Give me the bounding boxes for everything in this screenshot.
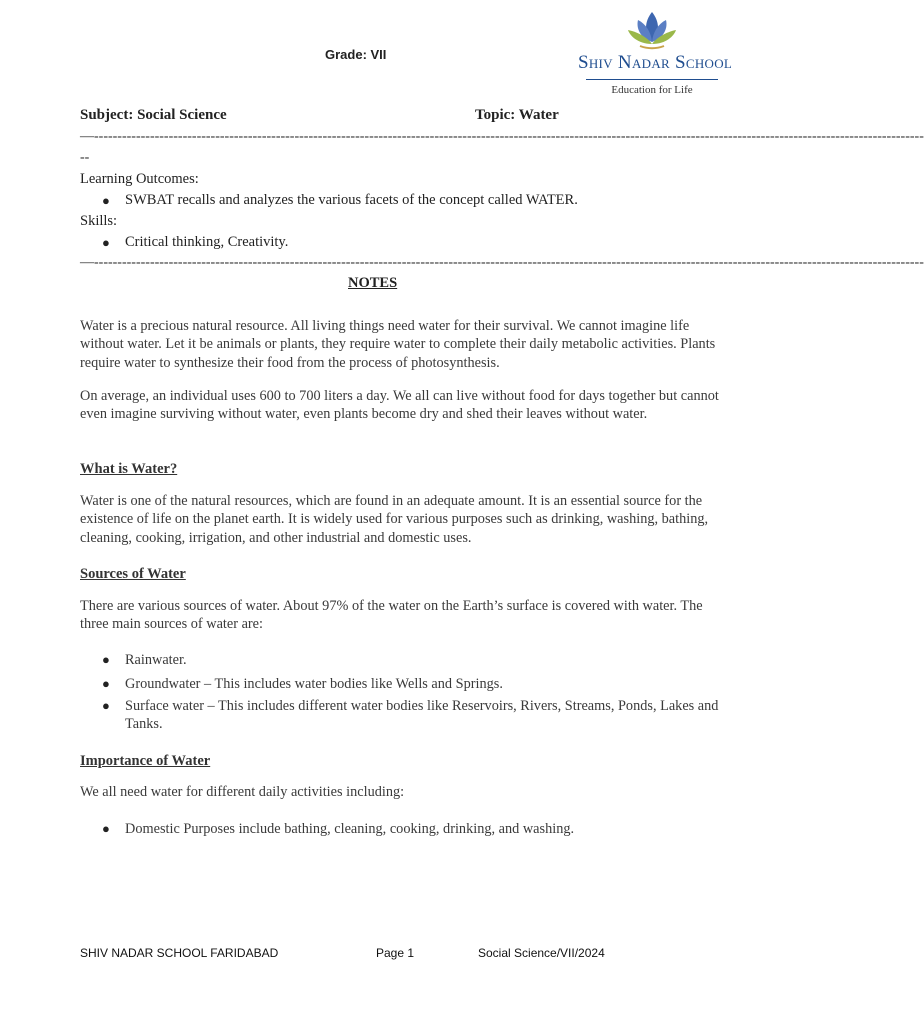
skills-title: Skills: [80, 213, 118, 229]
divider-dashes-wrap: -- [80, 150, 90, 165]
skill-item: Critical thinking, Creativity. [125, 234, 289, 250]
importance-paragraph: We all need water for different daily activities including: [80, 784, 405, 800]
what-is-water-paragraph: Water is one of the natural resources, which are found in an adequate amount. It is an essential source for the existence of life on the planet earth. It is widely used for various purposes such as drinking, washing, bathing, cleaning, cooking, irrigation, and other industrial and domestic uses. [80, 493, 709, 546]
footer-course-code: Social Science/VII/2024 [478, 946, 605, 960]
footer-school: SHIV NADAR SCHOOL FARIDABAD [80, 946, 279, 960]
bullet-icon: ● [102, 193, 110, 208]
section-heading-sources: Sources of Water [80, 566, 186, 582]
outcome-item: SWBAT recalls and analyzes the various facets of the concept called WATER. [125, 192, 578, 208]
bullet-icon: ● [102, 698, 110, 713]
bullet-icon: ● [102, 235, 110, 250]
grade-label: Grade: VII [325, 47, 387, 62]
bullet-icon: ● [102, 821, 110, 836]
topic-label: Topic: Water [475, 107, 559, 123]
lotus-icon [578, 8, 726, 52]
source-item: Surface water – This includes different water bodies like Reservoirs, Rivers, Streams, Ponds, Lakes and Tanks. [125, 698, 719, 733]
logo-tagline: Education for Life [611, 84, 693, 96]
divider-dashes: —---------------------------------------------------------------------------------------------------------------------------------------------------------------------------------- [80, 255, 924, 270]
intro-paragraph: Water is a precious natural resource. All living things need water for their survival. We cannot imagine life without water. Let it be animals or plants, they require water to complete their daily metabolic activities. Plants require water to synthesize their food from the process of photosynthesis. [80, 318, 716, 371]
intro-paragraph: On average, an individual uses 600 to 700 liters a day. We all can live without food for days together but cannot even imagine surviving without water, even plants become dry and shed their leaves without water. [80, 388, 719, 423]
logo-name: Shiv Nadar School [578, 52, 733, 73]
section-heading-importance: Importance of Water [80, 753, 211, 769]
footer-page-number: Page 1 [376, 946, 415, 960]
divider-dashes: —---------------------------------------------------------------------------------------------------------------------------------------------------------------------------------- [80, 129, 924, 144]
sources-paragraph: There are various sources of water. About 97% of the water on the Earth’s surface is covered with water. The three main sources of water are: [80, 598, 703, 633]
school-logo [578, 8, 733, 100]
source-item: Groundwater – This includes water bodies like Wells and Springs. [125, 676, 503, 692]
subject-label: Subject: Social Science [80, 107, 227, 123]
bullet-icon: ● [102, 652, 110, 667]
importance-item: Domestic Purposes include bathing, cleaning, cooking, drinking, and washing. [125, 821, 575, 837]
notes-title: NOTES [348, 275, 398, 291]
logo-divider [586, 79, 718, 80]
source-item: Rainwater. [125, 652, 187, 668]
section-heading-what-is-water: What is Water? [80, 461, 178, 477]
outcomes-title: Learning Outcomes: [80, 171, 199, 187]
bullet-icon: ● [102, 676, 110, 691]
